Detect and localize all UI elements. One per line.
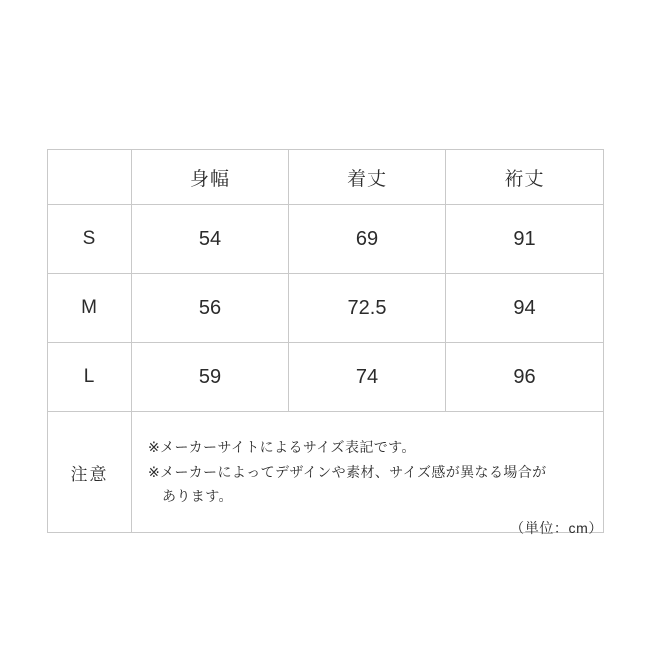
row-label-m: M	[48, 274, 132, 343]
header-cell-body-width: 身幅	[132, 150, 289, 205]
header-row	[48, 150, 604, 205]
cell-m-body-width: 56	[132, 274, 289, 343]
note-line-3: あります。	[162, 488, 233, 505]
table-row-note	[48, 412, 604, 533]
cell-l-length: 74	[289, 343, 446, 412]
cell-s-length: 69	[289, 205, 446, 274]
cell-s-body-width: 54	[132, 205, 289, 274]
size-table-container	[47, 149, 603, 533]
row-label-note: 注意	[48, 412, 132, 533]
header-cell-length: 着丈	[289, 150, 446, 205]
note-line-2: ※メーカーによってデザインや素材、サイズ感が異なる場合が	[148, 463, 547, 480]
size-table-body	[48, 205, 604, 533]
size-table	[47, 149, 604, 533]
cell-m-length: 72.5	[289, 274, 446, 343]
note-line-1: ※メーカーサイトによるサイズ表記です。	[148, 439, 416, 456]
cell-l-sleeve-length: 96	[446, 343, 604, 412]
unit-label: （単位：cm）	[510, 520, 603, 536]
cell-l-body-width: 59	[132, 343, 289, 412]
table-row	[48, 205, 604, 274]
row-label-s: S	[48, 205, 132, 274]
cell-m-sleeve-length: 94	[446, 274, 604, 343]
header-corner-cell	[48, 150, 132, 205]
note-cell	[132, 412, 604, 533]
row-label-l: L	[48, 343, 132, 412]
table-row	[48, 274, 604, 343]
size-table-header	[48, 150, 604, 205]
table-row	[48, 343, 604, 412]
cell-s-sleeve-length: 91	[446, 205, 604, 274]
header-cell-sleeve-length: 裄丈	[446, 150, 604, 205]
